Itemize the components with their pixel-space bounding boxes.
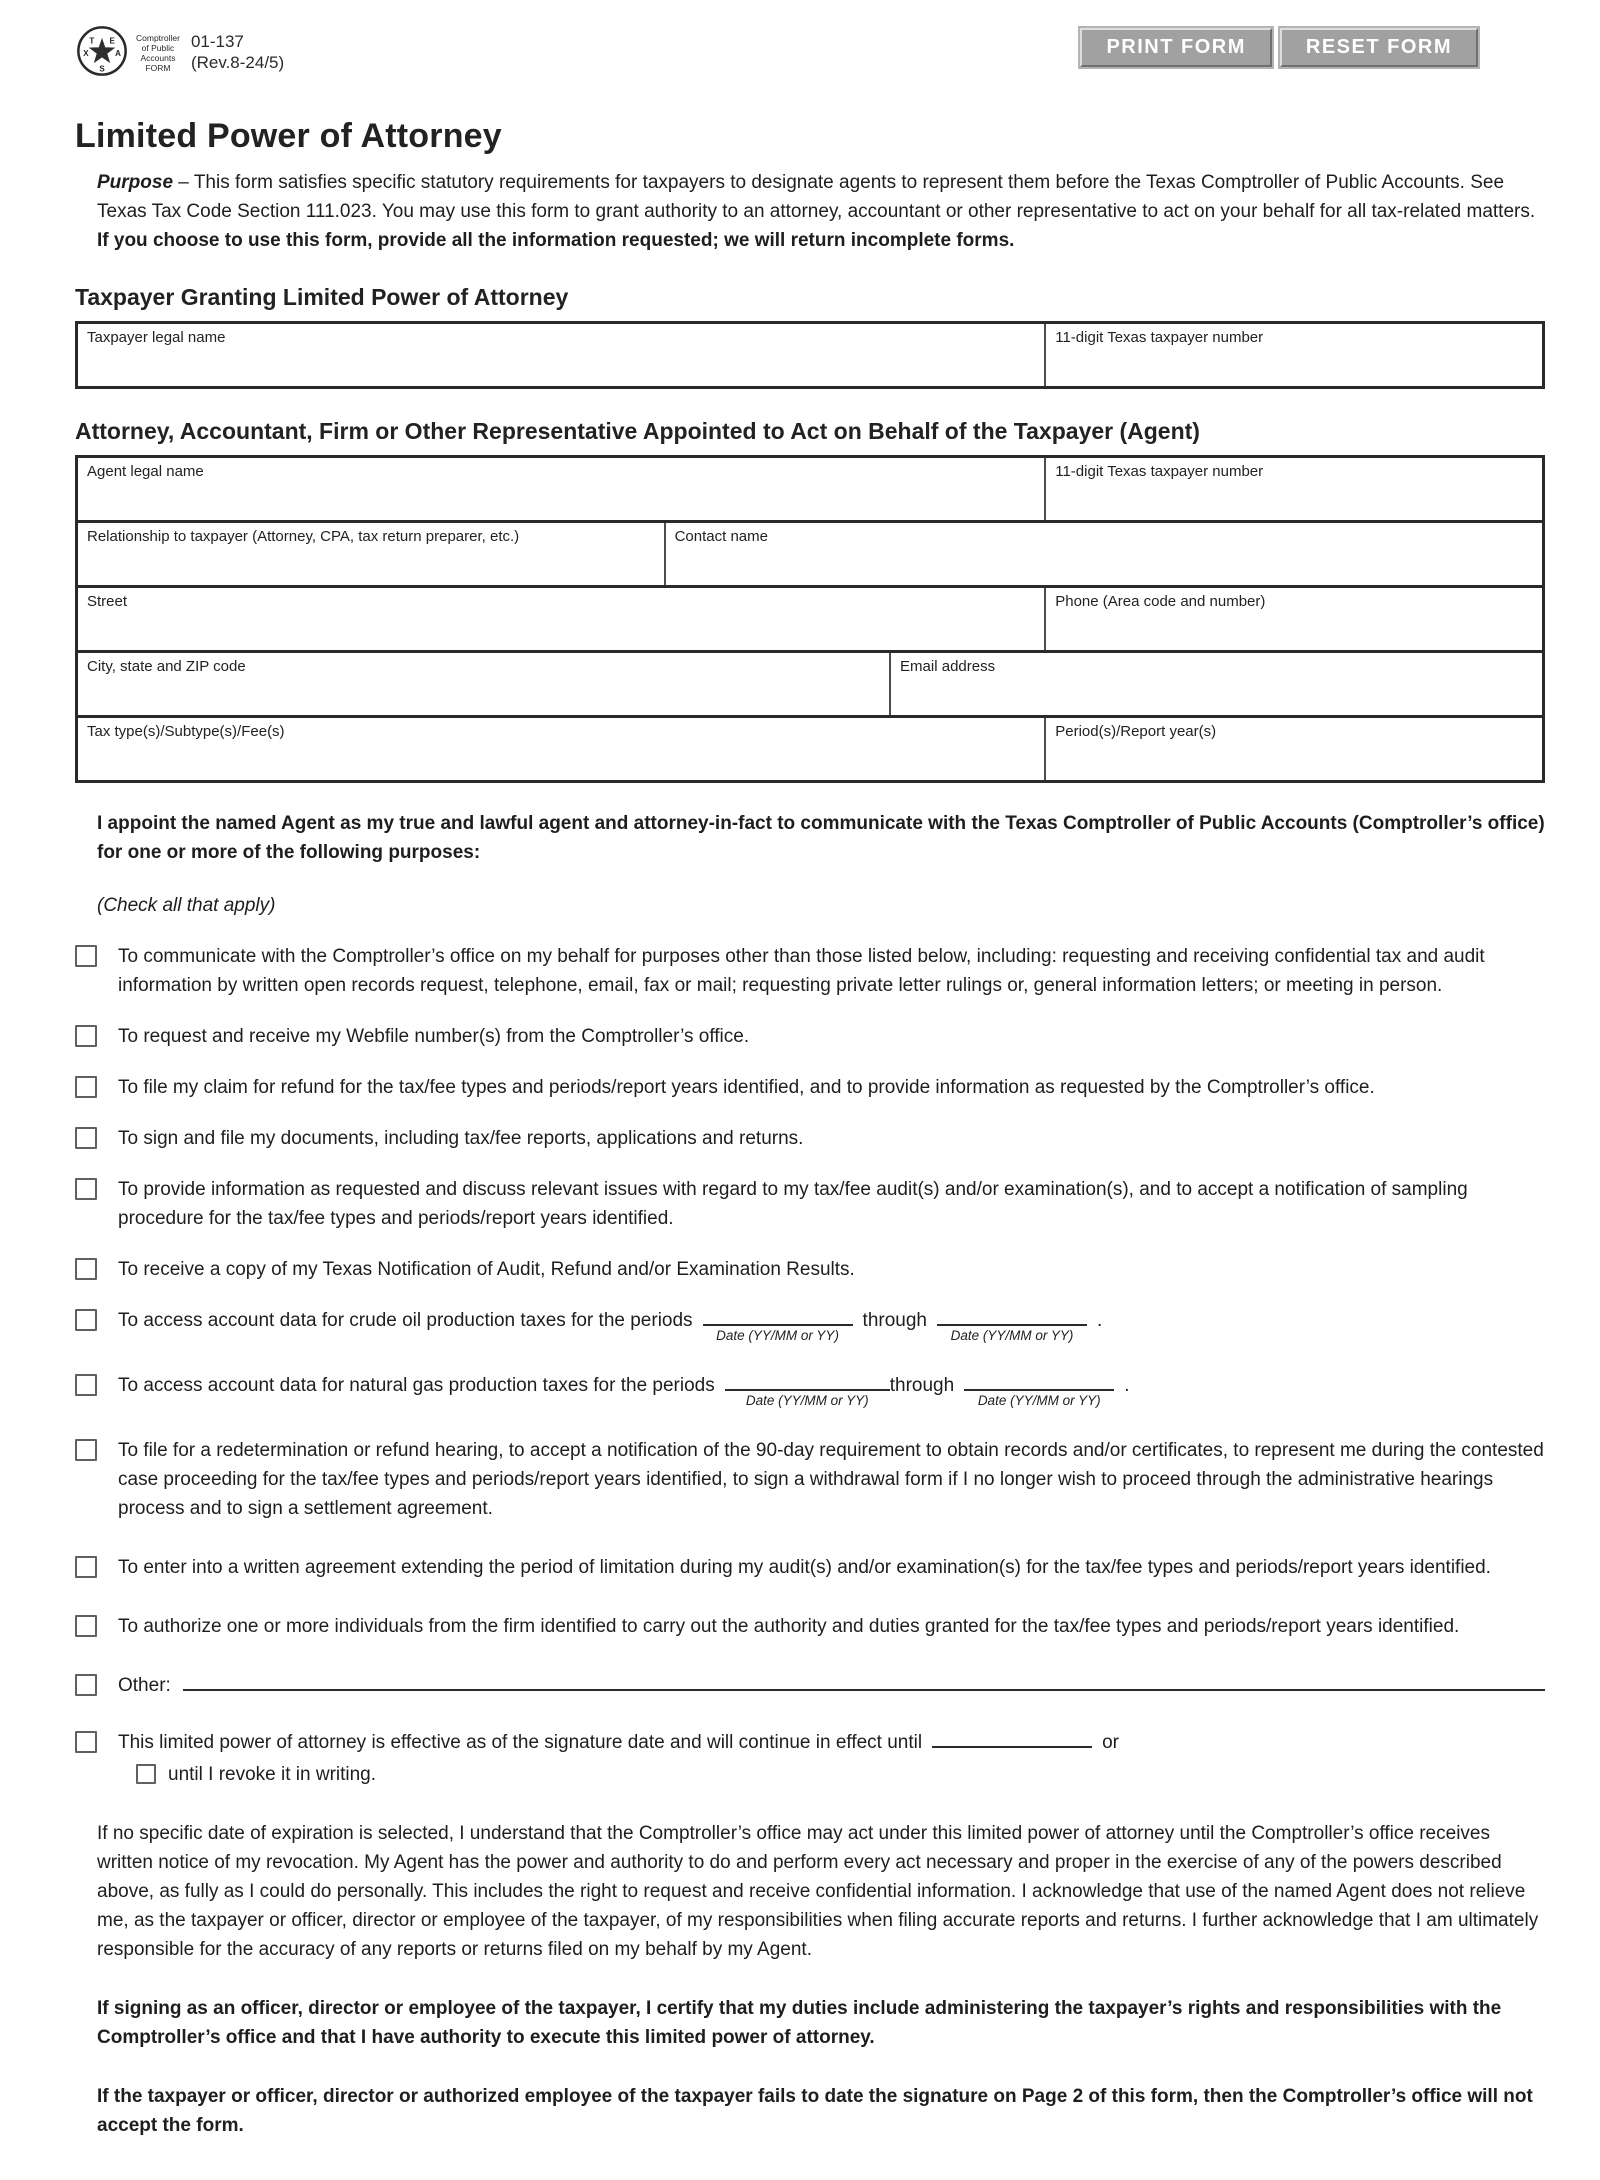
sentence-period: . — [1124, 1375, 1130, 1396]
field-label: Email address — [900, 658, 996, 675]
field-label: Contact name — [674, 528, 768, 545]
form-number-value: 01-137 — [190, 32, 244, 51]
agent-section-heading: Attorney, Accountant, Firm or Other Representative Appointed to Act on Behalf of the Taxpayer (Agent) — [75, 418, 1200, 444]
revoke-label: until I revoke it in writing. — [168, 1764, 377, 1785]
street-field[interactable] — [78, 588, 1044, 650]
purpose-dash: – — [173, 172, 194, 193]
checklist-item-provide-info — [75, 1175, 1545, 1233]
agent-legal-name-field[interactable] — [78, 458, 1044, 520]
relationship-field[interactable] — [78, 523, 664, 585]
checklist-item-redetermination — [75, 1436, 1545, 1523]
revoke-checkbox[interactable] — [136, 1764, 156, 1784]
field-label: Period(s)/Report year(s) — [1055, 723, 1217, 740]
tax-types-field[interactable] — [78, 718, 1044, 780]
agency-line: FORM — [145, 63, 171, 73]
taxpayer-section-heading: Taxpayer Granting Limited Power of Attorney — [75, 284, 569, 310]
authorize-individuals-checkbox[interactable] — [75, 1615, 97, 1637]
taxpayer-number-field[interactable] — [1044, 324, 1542, 386]
checklist-item-sign-file — [75, 1124, 1545, 1153]
field-label: 11-digit Texas taxpayer number — [1055, 463, 1264, 480]
communicate-checkbox[interactable] — [75, 945, 97, 967]
crude-oil-text: To access account data for crude oil production taxes for the periods — [118, 1310, 693, 1331]
reset-form-button[interactable]: RESET FORM — [1280, 28, 1478, 67]
agent-table — [75, 455, 1545, 783]
natural-gas-checkbox[interactable] — [75, 1374, 97, 1396]
checklist-item-authorize-individuals — [75, 1612, 1545, 1641]
check-all-note: (Check all that apply) — [97, 895, 276, 916]
checklist-item-webfile — [75, 1022, 1545, 1051]
through-label: through — [889, 1375, 955, 1396]
form-number — [187, 24, 284, 73]
no-expiration-paragraph: If no specific date of expiration is selected, I understand that the Comptroller’s office may act under this limited power of attorney until the Comptroller’s office receives written notice of my revocation. My Agent has the power and authority to do and perform every act necessary and proper in the exercise of any of the powers described above, as fully as I could do personally. This includes the right to request and receive confidential information. I acknowledge that use of the named Agent does not relieve me, as the taxpayer or officer, director or employee of the taxpayer, of my responsibilities when filing accurate reports and returns. I further acknowledge that I am ultimately responsible for the accuracy of any reports or returns filed on my behalf by my Agent. — [97, 1823, 1539, 1960]
officer-certification-paragraph: If signing as an officer, director or employee of the taxpayer, I certify that my duties include administering the taxpayer’s rights and responsibilities with the Comptroller’s office and that I have authority to execute this limited power of attorney. — [97, 1998, 1502, 2048]
field-label: Agent legal name — [87, 463, 204, 480]
checklist-item-text: To authorize one or more individuals from the firm identified to carry out the authority and duties granted for the tax/fee types and periods/report years identified. — [118, 1616, 1460, 1637]
agency-line: Comptroller — [136, 33, 180, 43]
checklist-item-text: To file for a redetermination or refund hearing, to accept a notification of the 90-day requirement to obtain records and/or certificates, to represent me during the contested case proceeding for the tax/fee types and periods/report years identified, to sign a withdrawal form if I no longer wish to proceed through the administrative hearings process and to sign a settlement agreement. — [118, 1440, 1544, 1519]
or-label: or — [1102, 1732, 1119, 1753]
provide-info-checkbox[interactable] — [75, 1178, 97, 1200]
print-form-button[interactable]: PRINT FORM — [1080, 28, 1271, 67]
form-revision: (Rev.8-24/5) — [190, 53, 285, 72]
purpose-label: Purpose — [97, 172, 174, 193]
effective-until-blank[interactable] — [932, 1728, 1092, 1748]
natural-gas-period-start-blank[interactable] — [725, 1371, 890, 1408]
checklist-item-refund-claim — [75, 1073, 1545, 1102]
agent-taxpayer-number-field[interactable] — [1044, 458, 1542, 520]
checklist-item-text: To request and receive my Webfile number(s) from the Comptroller’s office. — [118, 1026, 750, 1047]
seal-letter: S — [99, 64, 105, 74]
through-label: through — [862, 1310, 927, 1331]
checklist-item-text: To receive a copy of my Texas Notification of Audit, Refund and/or Examination Results. — [118, 1259, 855, 1280]
taxpayer-legal-name-field[interactable] — [78, 324, 1044, 386]
field-label: Phone (Area code and number) — [1055, 593, 1266, 610]
checklist-item-other — [75, 1671, 1545, 1700]
natural-gas-period-end-blank[interactable] — [964, 1371, 1114, 1408]
agency-line: Accounts — [140, 53, 176, 63]
checklist-item-text: To enter into a written agreement extending the period of limitation during my audit(s) and/or examination(s) for the tax/fee types and periods/report years identified. — [118, 1557, 1491, 1578]
natural-gas-text: To access account data for natural gas production taxes for the periods — [118, 1375, 715, 1396]
seal-letter: X — [83, 49, 89, 59]
form-action-buttons — [1080, 28, 1478, 67]
signature-date-warning-paragraph: If the taxpayer or officer, director or authorized employee of the taxpayer fails to date the signature on Page 2 of this form, then the Comptroller’s office will not accept the form. — [97, 2086, 1533, 2136]
refund-claim-checkbox[interactable] — [75, 1076, 97, 1098]
agency-line: of Public — [141, 43, 175, 53]
checklist-item-text: To communicate with the Comptroller’s office on my behalf for purposes other than those listed below, including: requesting and receiving confidential tax and audit information by written open records request, telephone, email, fax or mail; requesting private letter rulings or, general information letters; or meeting in person. — [118, 946, 1485, 996]
seal-letter: T — [89, 36, 95, 46]
other-blank[interactable] — [183, 1671, 1545, 1691]
checklist-item-receive-copy — [75, 1255, 1545, 1284]
effective-date-line — [118, 1728, 1545, 1757]
seal-letter: A — [115, 49, 121, 59]
sentence-period: . — [1097, 1310, 1103, 1331]
field-label: City, state and ZIP code — [87, 658, 246, 675]
date-hint: Date (YY/MM or YY) — [745, 1393, 869, 1408]
redetermination-checkbox[interactable] — [75, 1439, 97, 1461]
extend-limitation-checkbox[interactable] — [75, 1556, 97, 1578]
checklist-item-extend-limitation — [75, 1553, 1545, 1582]
crude-oil-checkbox[interactable] — [75, 1309, 97, 1331]
email-field[interactable] — [889, 653, 1542, 715]
page-title: Limited Power of Attorney — [75, 117, 502, 155]
checklist-item-communicate — [75, 942, 1545, 1000]
taxpayer-table — [75, 321, 1545, 389]
purpose-bold-note: If you choose to use this form, provide all the information requested; we will return incomplete forms. — [97, 230, 1015, 251]
periods-field[interactable] — [1044, 718, 1542, 780]
phone-field[interactable] — [1044, 588, 1542, 650]
form-header — [75, 24, 1545, 96]
field-label: Street — [87, 593, 128, 610]
other-checkbox[interactable] — [75, 1674, 97, 1696]
agency-name — [136, 24, 180, 73]
texas-comptroller-seal-icon — [75, 24, 129, 78]
checklist-item-text: To sign and file my documents, including tax/fee reports, applications and returns. — [118, 1128, 804, 1149]
crude-oil-period-end-blank[interactable] — [937, 1306, 1087, 1343]
date-hint: Date (YY/MM or YY) — [977, 1393, 1101, 1408]
purpose-paragraph — [97, 168, 1545, 255]
purpose-body: This form satisfies specific statutory requirements for taxpayers to designate agents to represent them before the Texas Comptroller of Public Accounts. See Texas Tax Code Section 111.023. You may use this form to grant authority to an attorney, accountant or other representative to act on your behalf for all tax-related matters. — [97, 172, 1536, 222]
checklist-item-natural-gas — [75, 1371, 1545, 1408]
city-state-zip-field[interactable] — [78, 653, 889, 715]
checklist-item-effective-date — [75, 1728, 1545, 1789]
field-label: Tax type(s)/Subtype(s)/Fee(s) — [87, 723, 285, 740]
field-label: 11-digit Texas taxpayer number — [1055, 329, 1264, 346]
seal-letter: E — [109, 36, 115, 46]
date-hint: Date (YY/MM or YY) — [716, 1328, 839, 1343]
receive-copy-checkbox[interactable] — [75, 1258, 97, 1280]
checklist-item-text: To file my claim for refund for the tax/fee types and periods/report years identified, and to provide information as requested by the Comptroller’s office. — [118, 1077, 1375, 1098]
appointment-intro: I appoint the named Agent as my true and lawful agent and attorney-in-fact to communicate with the Texas Comptroller of Public Accounts (Comptroller’s office) for one or more of the following purposes: — [97, 813, 1545, 863]
other-label: Other: — [118, 1675, 171, 1696]
checklist-item-crude-oil — [75, 1306, 1545, 1343]
effective-date-text: This limited power of attorney is effective as of the signature date and will continue in effect until — [118, 1732, 923, 1753]
revoke-option — [136, 1760, 1545, 1789]
sign-file-checkbox[interactable] — [75, 1127, 97, 1149]
date-hint: Date (YY/MM or YY) — [950, 1328, 1074, 1343]
field-label: Relationship to taxpayer (Attorney, CPA, tax return preparer, etc.) — [87, 528, 520, 545]
effective-date-checkbox[interactable] — [75, 1731, 97, 1753]
contact-name-field[interactable] — [664, 523, 1542, 585]
webfile-checkbox[interactable] — [75, 1025, 97, 1047]
crude-oil-period-start-blank[interactable] — [703, 1306, 853, 1343]
checklist-item-text: To provide information as requested and discuss relevant issues with regard to my tax/fee audit(s) and/or examination(s), and to accept a notification of sampling procedure for the tax/fee types and periods/report years identified. — [118, 1179, 1468, 1229]
field-label: Taxpayer legal name — [87, 329, 226, 346]
